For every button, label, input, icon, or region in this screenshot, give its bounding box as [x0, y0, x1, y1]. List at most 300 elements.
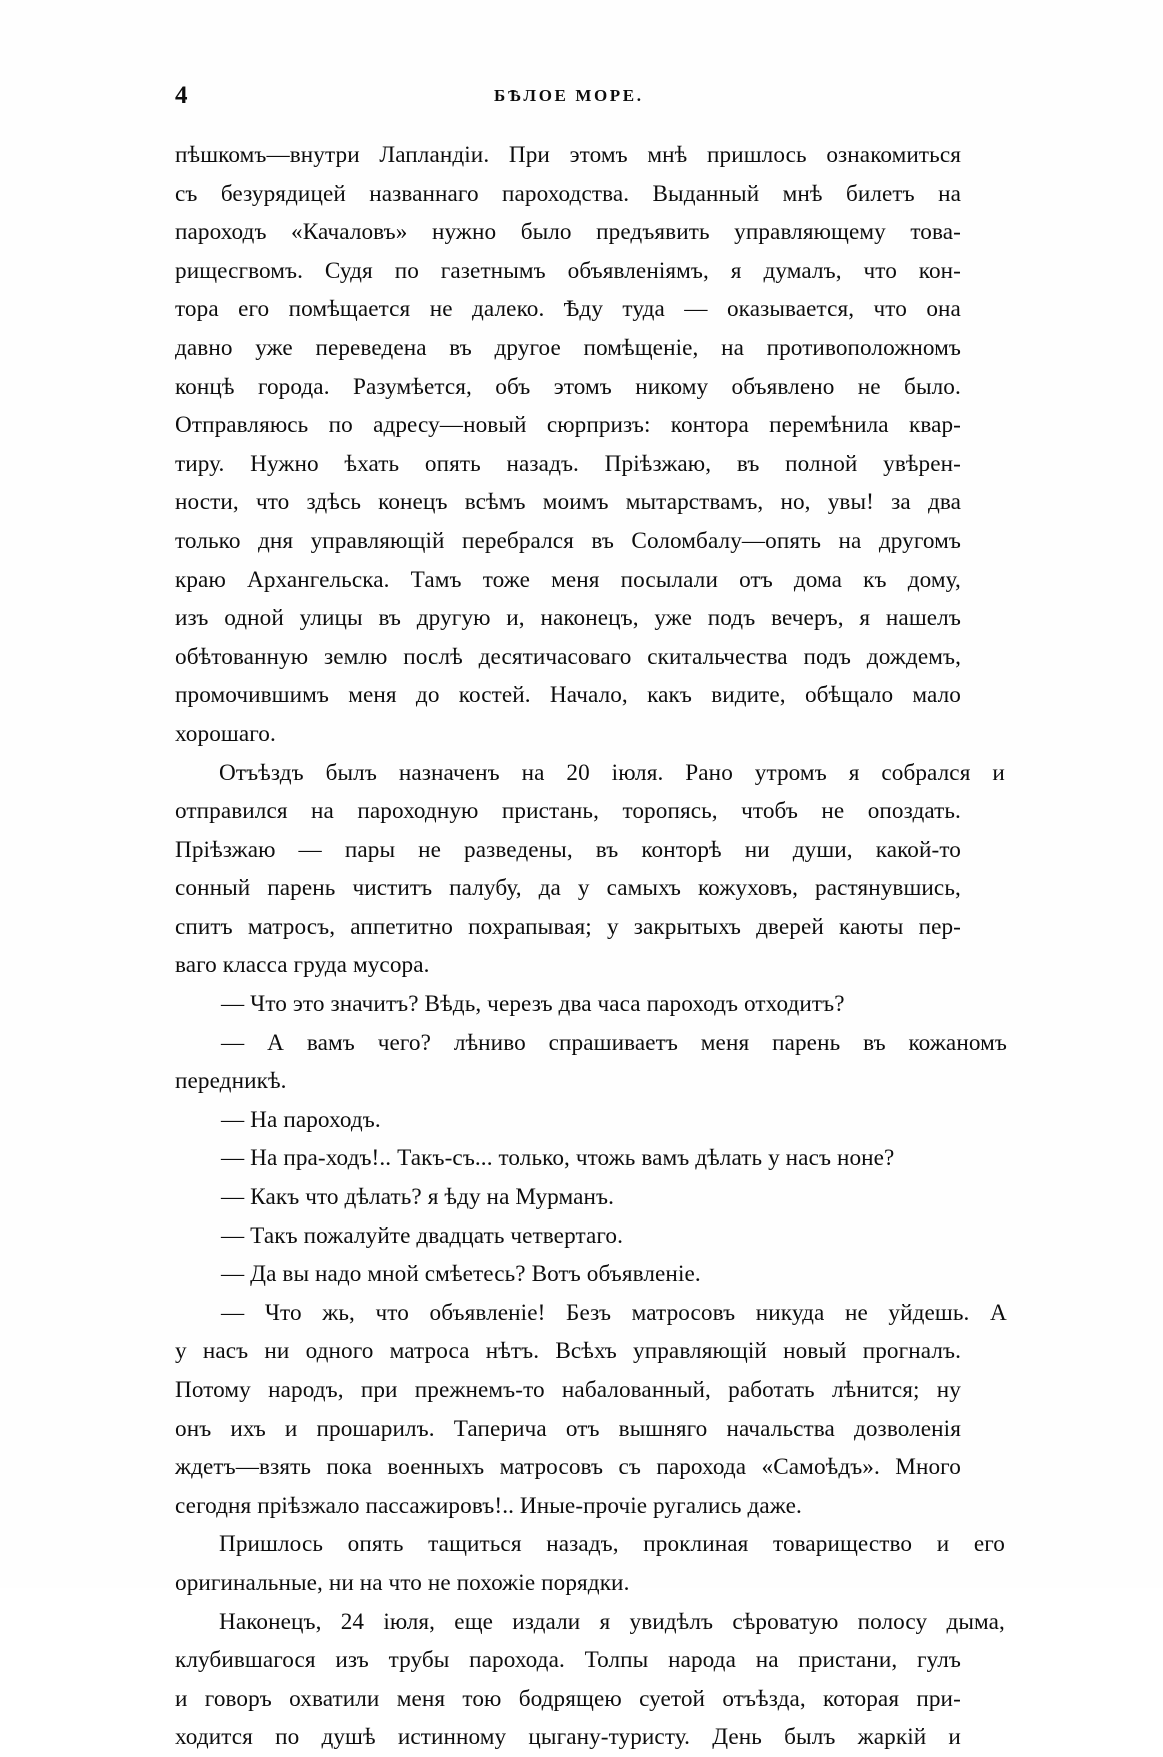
text-word: не [418, 836, 442, 863]
text-word: этомъ [569, 142, 628, 168]
text-line [175, 1332, 961, 1371]
text-line: — Какъ что дѣлать? я ѣду на Мурманъ. [221, 1184, 615, 1211]
text-line [175, 561, 961, 600]
text-word: работать [728, 1377, 815, 1403]
text-word: тоже [482, 566, 530, 593]
text-line [175, 445, 961, 484]
text-line [175, 1718, 961, 1757]
text-line: хорошаго. [175, 720, 276, 747]
text-word: послѣ [403, 643, 463, 670]
text-word: и [175, 1685, 188, 1712]
text-word: дома [793, 566, 843, 593]
text-word: за [891, 489, 911, 516]
text-word: вышняго [618, 1415, 708, 1442]
text-word: Архангельска. [246, 566, 390, 593]
text-word: матросъ, [247, 913, 336, 940]
text-word: кон- [918, 257, 961, 284]
text-word: Потому [175, 1377, 251, 1403]
text-word: его [973, 1531, 1005, 1558]
text-word: безурядицей [220, 180, 346, 207]
text-word: и [936, 1531, 950, 1558]
text-word: това- [910, 219, 961, 246]
text-word: на [755, 1647, 779, 1674]
text-word: костей. [458, 682, 531, 709]
text-word: лѣниво [453, 1029, 526, 1056]
text-line [175, 136, 961, 175]
text-word: разведены, [464, 836, 573, 863]
text-word: спитъ [175, 913, 233, 940]
text-word: Много [895, 1454, 961, 1481]
text-word: говоръ [204, 1685, 272, 1712]
text-word: на [838, 527, 862, 554]
text-word: не [844, 1299, 868, 1326]
text-word: по [275, 1724, 300, 1751]
text-word: ни [744, 836, 770, 863]
text-word: парохода. [469, 1647, 565, 1674]
text-word: объ [495, 373, 531, 400]
text-word: я [859, 605, 871, 632]
text-word: адресу—новый [373, 412, 527, 439]
text-word: въ [595, 836, 619, 863]
text-word: моимъ [542, 489, 609, 516]
running-head [175, 82, 960, 112]
text-word: опять [347, 1531, 404, 1558]
text-word: обѣщало [804, 682, 894, 709]
text-word: меня [551, 566, 600, 593]
text-word: полной [785, 450, 858, 477]
text-word: было. [904, 373, 961, 400]
text-word: далеко. [472, 296, 545, 323]
text-word: Безъ [566, 1299, 612, 1326]
text-word: мытарствамъ, [625, 489, 764, 516]
text-word: Пріѣзжаю [175, 836, 276, 863]
text-word: изъ [175, 605, 209, 632]
text-word: мнѣ [647, 142, 688, 168]
text-word: на [938, 180, 961, 207]
text-word: управляющій [633, 1338, 767, 1365]
text-line: — На пра-ходъ!.. Такъ-съ... только, чтожь вамъ дѣлать у насъ ноне? [221, 1145, 895, 1172]
text-word: отправился [175, 798, 288, 825]
text-word: обѣтованную [175, 643, 309, 670]
text-word: оказывается, [726, 296, 855, 323]
text-word: противоположномъ [766, 334, 961, 361]
text-word: не [821, 798, 845, 825]
text-word: Пріѣзжаю, [604, 450, 712, 477]
text-word: къ [863, 566, 887, 593]
text-line [175, 483, 961, 522]
text-word: я [599, 1608, 611, 1635]
text-word: другое [494, 334, 561, 361]
text-word: увы! [827, 489, 874, 516]
text-word: въ [736, 450, 760, 477]
text-word: ну [936, 1377, 961, 1403]
text-word: пароходную [357, 798, 479, 825]
text-word: не [429, 296, 453, 323]
text-word: на [521, 759, 545, 786]
text-word: вамъ [306, 1029, 355, 1056]
text-word: чиститъ [352, 875, 433, 902]
text-word: прогналъ. [862, 1338, 961, 1365]
text-word: «Самоѣдъ». [761, 1454, 880, 1481]
text-word: мало [912, 682, 961, 709]
text-word: и [284, 1415, 298, 1442]
text-word: А [267, 1029, 284, 1056]
text-word: контора [670, 412, 749, 439]
text-word: что [863, 257, 897, 284]
text-word: 20 [566, 759, 590, 786]
text-word: Лапландіи. [379, 142, 490, 168]
text-word: было [520, 219, 572, 246]
text-word: отъ [565, 1415, 600, 1442]
text-word: два [927, 489, 961, 516]
text-word: суетой [639, 1685, 706, 1712]
text-word: самыхъ [606, 875, 681, 902]
text-word: уйдешь. [888, 1299, 970, 1326]
text-word: назадъ, [546, 1531, 619, 1558]
text-word: Таперича [453, 1415, 547, 1442]
text-line: передникѣ. [175, 1068, 287, 1095]
text-word: управляющій [310, 527, 445, 554]
text-word: — [298, 836, 322, 863]
text-line [175, 252, 961, 291]
text-word: тора [175, 296, 219, 323]
text-line [175, 1294, 1007, 1333]
text-word: товарищество [773, 1531, 913, 1558]
text-word: объявленіе! [429, 1299, 546, 1326]
text-word: Начало, [549, 682, 628, 709]
text-word: другую [416, 605, 491, 632]
text-word: рищесгвомъ. [175, 257, 304, 284]
text-word: ходится [175, 1724, 253, 1751]
text-word: — [684, 296, 708, 323]
text-word: меня [348, 682, 397, 709]
text-word: торопясь, [622, 798, 718, 825]
text-word: народа [668, 1647, 736, 1674]
text-word: этомъ [553, 373, 612, 400]
text-word: ѣхать [344, 450, 400, 477]
text-word: пары [344, 836, 396, 863]
text-word: концѣ [175, 373, 235, 400]
text-word: увѣрен- [883, 450, 961, 477]
text-word: ждетъ—взять [175, 1454, 312, 1481]
text-word: Отправляюсь [175, 412, 309, 439]
text-word: туда [622, 296, 665, 323]
text-word: да [538, 875, 561, 902]
text-word: каюты [839, 913, 904, 940]
text-word: съ [618, 1454, 641, 1481]
text-word: набалованный, [561, 1377, 711, 1403]
text-word: опять [424, 450, 481, 477]
text-line [175, 676, 961, 715]
text-word: мнѣ [782, 180, 823, 207]
text-word: пер- [918, 913, 961, 940]
text-word: Отъѣздъ [219, 759, 304, 786]
text-word: ознакомиться [826, 142, 961, 168]
text-word: аппетитно [350, 913, 453, 940]
text-word: я [848, 759, 860, 786]
text-line [175, 213, 961, 252]
text-word: клубившагося [175, 1647, 316, 1674]
text-word: дозволенія [853, 1415, 961, 1442]
text-line [175, 1641, 961, 1680]
text-word: Разумѣется, [352, 373, 472, 400]
text-word: былъ [784, 1724, 836, 1751]
text-line: — Что это значитъ? Вѣдь, черезъ два часа пароходъ отходитъ? [221, 991, 845, 1018]
text-word: военныхъ [387, 1454, 485, 1481]
text-word: народъ, [268, 1377, 344, 1403]
text-word: Что [264, 1299, 302, 1326]
text-word: гулъ [916, 1647, 961, 1674]
text-word: краю [175, 566, 226, 593]
text-line [175, 831, 961, 870]
text-word: Выданный [652, 180, 760, 207]
text-line [175, 754, 1005, 793]
text-line [175, 638, 961, 677]
text-word: до [415, 682, 440, 709]
text-word: бодрящею [518, 1685, 622, 1712]
text-word: билетъ [845, 180, 915, 207]
text-word: насъ [202, 1338, 249, 1365]
text-word: и [948, 1724, 961, 1751]
text-word: собрался [881, 759, 971, 786]
text-line [175, 1680, 961, 1719]
text-line: — Да вы надо мной смѣетесь? Вотъ объявленіе. [221, 1261, 701, 1288]
text-word: въ [591, 527, 614, 554]
text-word: помѣщается [288, 296, 411, 323]
text-line [175, 368, 961, 407]
text-word: При [508, 142, 550, 168]
text-line: ваго класса груда мусора. [175, 952, 430, 979]
text-word: назадъ. [506, 450, 579, 477]
text-word: вечеръ, [771, 605, 844, 632]
text-line [175, 290, 961, 329]
text-line [175, 1603, 1005, 1642]
text-word: еще [454, 1608, 494, 1635]
text-line [175, 1448, 961, 1487]
text-word: давно [175, 334, 233, 361]
text-word: опоздать. [867, 798, 961, 825]
text-word: никому [635, 373, 709, 400]
text-word: при- [916, 1685, 961, 1712]
text-word: Тамъ [410, 566, 462, 593]
text-word: похрапывая; [468, 913, 592, 940]
text-word: лѣнится; [831, 1377, 920, 1403]
text-word: дыма, [946, 1608, 1005, 1635]
text-word: былъ [325, 759, 377, 786]
text-word: ни [264, 1338, 290, 1365]
text-word: дверей [756, 913, 824, 940]
text-word: истинному [397, 1724, 507, 1751]
text-line [175, 869, 961, 908]
text-word: помѣщеніе, [583, 334, 699, 361]
text-word: по [328, 412, 353, 439]
text-word: пароходства. [502, 180, 630, 207]
text-word: охватили [289, 1685, 380, 1712]
text-word: увидѣлъ [629, 1608, 714, 1635]
text-word: кожуховъ, [697, 875, 799, 902]
text-word: души, [792, 836, 853, 863]
text-word: я [730, 257, 742, 284]
text-word: А [990, 1299, 1007, 1326]
text-word: наконецъ, [540, 605, 639, 632]
text-word: сѣроватую [732, 1608, 839, 1635]
text-word: День [712, 1724, 762, 1751]
text-word: пѣшкомъ—внутри [175, 142, 360, 168]
text-word: іюля, [383, 1608, 436, 1635]
text-line [175, 175, 961, 214]
running-head-title: БѢЛОЕ МОРЕ. [494, 86, 644, 105]
text-word: онъ [175, 1415, 212, 1442]
text-word: чего? [377, 1029, 431, 1056]
text-word: дождемъ, [866, 643, 961, 670]
text-word: іюля. [611, 759, 664, 786]
text-word: здѣсь [306, 489, 362, 516]
text-word: скитальчества [647, 643, 788, 670]
text-word: названнаго [369, 180, 479, 207]
text-word: какъ [647, 682, 692, 709]
text-word: посылали [620, 566, 718, 593]
text-word: жь, [322, 1299, 355, 1326]
text-word: уже [654, 605, 692, 632]
text-word: управляющему [734, 219, 886, 246]
text-word: десятичасоваго [478, 643, 632, 670]
text-word: закрытыхъ [633, 913, 741, 940]
text-word: улицы [299, 605, 363, 632]
text-word: изъ [335, 1647, 369, 1674]
text-word: утромъ [754, 759, 827, 786]
text-word: пристань, [501, 798, 599, 825]
text-word: парохода [656, 1454, 747, 1481]
text-word: отъѣзда, [722, 1685, 806, 1712]
text-word: трубы [388, 1647, 450, 1674]
text-word: ности, [175, 489, 239, 516]
text-word: перебрался [461, 527, 574, 554]
text-line [175, 908, 961, 947]
text-word: на [311, 798, 334, 825]
text-line [175, 1371, 961, 1410]
text-word: — [221, 1299, 245, 1326]
text-word: всѣмъ [464, 489, 526, 516]
text-word: кожаномъ [908, 1029, 1007, 1056]
text-word: Рано [685, 759, 733, 786]
text-word: парень [267, 875, 336, 902]
text-word: душѣ [321, 1724, 376, 1751]
text-word: прежнемъ-то [414, 1377, 545, 1403]
text-word: квар- [908, 412, 961, 439]
text-word: тащиться [428, 1531, 522, 1558]
text-line [175, 1024, 1007, 1063]
text-word: Соломбалу—опять [631, 527, 822, 554]
text-word: перемѣнила [769, 412, 889, 439]
text-word: спрашиваетъ [548, 1029, 678, 1056]
text-word: конецъ [378, 489, 448, 516]
text-word: нужно [431, 219, 497, 246]
text-word: жаркій [857, 1724, 927, 1751]
text-word: меня [396, 1685, 446, 1712]
text-word: конторѣ [641, 836, 722, 863]
text-word: тиру. [175, 450, 225, 477]
text-word: подъ [707, 605, 756, 632]
text-word: полосу [857, 1608, 928, 1635]
text-word: дня [257, 527, 294, 554]
text-word: другомъ [878, 527, 961, 554]
text-word: что [255, 489, 290, 516]
text-word: пароходъ [175, 219, 267, 246]
text-word: при [360, 1377, 398, 1403]
text-word: чтобъ [741, 798, 798, 825]
text-word: видите, [711, 682, 786, 709]
text-word: проклиная [643, 1531, 749, 1558]
text-word: матросовъ [499, 1454, 604, 1481]
text-line: — На пароходъ. [221, 1106, 381, 1133]
text-word: переведена [315, 334, 427, 361]
text-word: которая [823, 1685, 900, 1712]
text-line [175, 599, 961, 638]
text-word: объявлено [731, 373, 835, 400]
text-word: отъ [739, 566, 773, 593]
text-word: объявленіямъ, [567, 257, 709, 284]
text-word: нѣтъ. [485, 1338, 540, 1365]
text-line [175, 1525, 1005, 1564]
text-word: — [221, 1029, 245, 1056]
text-word: но, [780, 489, 811, 516]
text-word: съ [175, 180, 198, 207]
text-word: у [606, 913, 619, 940]
text-word: Пришлось [219, 1531, 324, 1558]
text-word: и [992, 759, 1005, 786]
text-word: по [394, 257, 419, 284]
text-word: что [873, 296, 907, 323]
text-word: въ [378, 605, 402, 632]
text-word: сюрпризъ: [546, 412, 651, 439]
text-word: его [238, 296, 270, 323]
text-line [175, 1410, 961, 1449]
text-word: новый [783, 1338, 847, 1365]
text-word: меня [700, 1029, 750, 1056]
text-word: землю [323, 643, 388, 670]
text-line: оригинальные, ни на что не похожіе порядки. [175, 1569, 630, 1596]
text-word: ихъ [230, 1415, 266, 1442]
text-word: парень [772, 1029, 841, 1056]
text-word: матроса [389, 1338, 470, 1365]
text-word: что [375, 1299, 409, 1326]
text-line: — Такъ пожалуйте двадцать четвертаго. [221, 1222, 623, 1249]
text-word: въ [863, 1029, 886, 1056]
text-word: Толпы [584, 1647, 649, 1674]
text-word: Ѣду [563, 296, 604, 323]
text-word: пока [326, 1454, 372, 1481]
text-word: и, [506, 605, 525, 632]
text-word: подъ [803, 643, 852, 670]
text-word: матросовъ [631, 1299, 736, 1326]
body-text [175, 136, 1007, 1757]
text-word: пришлось [707, 142, 807, 168]
text-word: какой-то [875, 836, 961, 863]
text-word: на [721, 334, 744, 361]
text-word: она [926, 296, 961, 323]
text-line [175, 329, 961, 368]
text-line [175, 792, 961, 831]
text-word: начальства [726, 1415, 835, 1442]
text-word: сонный [175, 875, 251, 902]
text-word: «Качаловъ» [291, 219, 408, 246]
text-word: уже [255, 334, 293, 361]
text-line [175, 522, 961, 561]
text-word: назначенъ [398, 759, 500, 786]
text-word: Всѣхъ [555, 1338, 617, 1365]
text-word: пристани, [798, 1647, 898, 1674]
text-word: предъявить [596, 219, 710, 246]
